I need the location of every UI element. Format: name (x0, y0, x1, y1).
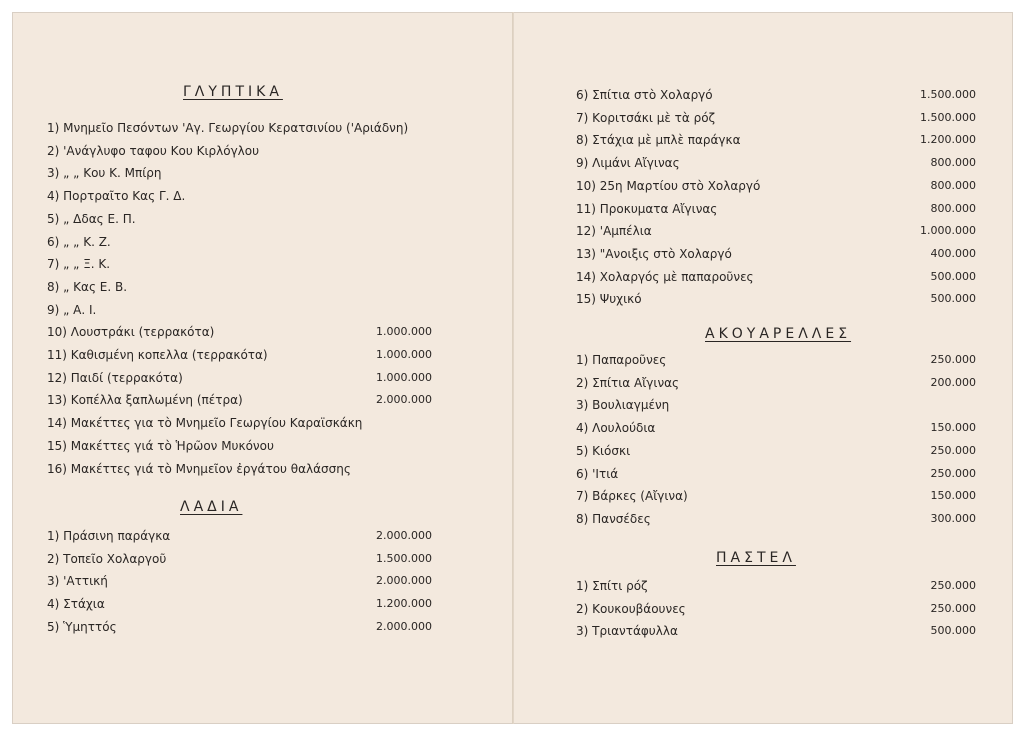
entry-title: 2) 'Ανάγλυφο ταφου Κου Κιρλόγλου (47, 143, 260, 158)
catalogue-entry (576, 349, 976, 371)
catalogue-entry (47, 593, 432, 615)
entry-price: 800.000 (930, 201, 976, 215)
entry-title: 3) „ „ Κου Κ. Μπίρη (47, 166, 162, 181)
entry-price: 2.000.000 (376, 619, 432, 633)
entry-title: 6) 'Ιτιά (576, 466, 619, 481)
catalogue-entry (47, 412, 432, 434)
catalogue-entry (576, 485, 976, 507)
entry-title: 16) Μακέττες γιά τὸ Μνημεῖον ἐργάτου θαλάσσης (47, 461, 351, 476)
entry-title: 2) Κουκουβάουνες (576, 601, 686, 616)
entry-title: 13) Κοπέλλα ξαπλωμένη (πέτρα) (47, 393, 243, 408)
catalogue-entry (47, 344, 432, 366)
entry-title: 15) Ψυχικό (576, 292, 642, 307)
entry-title: 1) Παπαροῦνες (576, 353, 667, 367)
entry-title: 7) Κοριτσάκι μὲ τὰ ρόζ (576, 110, 716, 125)
catalogue-entry (576, 152, 976, 174)
entry-price: 2.000.000 (376, 574, 432, 588)
catalogue-entry (576, 243, 976, 265)
catalogue-entry (47, 458, 432, 480)
entry-title: 1) Μνημεῖο Πεσόντων 'Αγ. Γεωργίου Κερατσινίου ('Αριάδνη) (47, 121, 409, 135)
entry-price: 200.000 (930, 375, 976, 389)
entry-title: 10) 25η Μαρτίου στὸ Χολαργό (576, 178, 761, 193)
entry-price: 800.000 (930, 156, 976, 170)
entry-title: 12) 'Αμπέλια (576, 224, 652, 239)
catalogue-entry (47, 276, 432, 298)
catalogue-entry (47, 208, 432, 230)
heading-watercolours: ΑΚΟΥΑΡΕΛΛΕΣ (705, 326, 852, 342)
catalogue-entry (576, 620, 976, 642)
entry-title: 3) 'Αττική (47, 574, 108, 589)
entry-title: 3) Τριαντάφυλλα (576, 624, 678, 639)
catalogue-entry (576, 598, 976, 620)
entry-price: 1.200.000 (376, 597, 432, 611)
catalogue-entry (576, 266, 976, 288)
catalogue-entry (47, 140, 432, 162)
entry-price: 250.000 (930, 466, 976, 480)
entry-title: 3) Βουλιαγμένη (576, 398, 670, 413)
entry-title: 8) Πανσέδες (576, 511, 651, 526)
entry-title: 8) „ Κας Ε. Β. (47, 279, 128, 294)
catalogue-entry (576, 129, 976, 151)
entry-title: 15) Μακέττες γιά τὸ Ἡρῶον Μυκόνου (47, 438, 274, 453)
entry-title: 9) „ Α. Ι. (47, 302, 97, 317)
entry-title: 1) Σπίτι ρόζ (576, 579, 648, 593)
catalogue-entry (47, 231, 432, 253)
catalogue-entry (576, 220, 976, 242)
entry-title: 12) Παιδί (τερρακότα) (47, 370, 183, 385)
entry-price: 250.000 (930, 601, 976, 615)
heading-oils: ΛΑΔΙΑ (180, 499, 243, 515)
catalogue-entry (47, 253, 432, 275)
catalogue-entry (576, 198, 976, 220)
catalogue-entry (576, 372, 976, 394)
entry-title: 4) Στάχια (47, 597, 105, 612)
entry-price: 400.000 (930, 246, 976, 260)
catalogue-entry (47, 548, 432, 570)
catalogue-entry (47, 616, 432, 638)
catalogue-entry (47, 435, 432, 457)
catalogue-entry (576, 288, 976, 310)
catalogue-entry (47, 525, 432, 547)
entry-title: 5) Ὑμηττός (47, 619, 117, 634)
catalogue-entry (576, 440, 976, 462)
entry-price: 1.000.000 (376, 325, 432, 339)
heading-sculpture: ΓΛΥΠΤΙΚΑ (183, 84, 283, 100)
heading-pastels: ΠΑΣΤΕΛ (716, 550, 796, 566)
catalogue-entry (47, 162, 432, 184)
entry-price: 2.000.000 (376, 529, 432, 542)
entry-title: 2) Τοπεῖο Χολαργοῦ (47, 551, 167, 566)
catalogue-entry (576, 107, 976, 129)
entry-title: 4) Πορτραῖτο Κας Γ. Δ. (47, 189, 186, 204)
entry-title: 6) „ „ Κ. Ζ. (47, 234, 111, 249)
entry-price: 250.000 (930, 579, 976, 592)
catalogue-entry (47, 389, 432, 411)
entry-price: 1.200.000 (920, 133, 976, 147)
catalogue-entry (576, 84, 976, 106)
entry-price: 1.000.000 (376, 348, 432, 361)
entry-price: 150.000 (930, 489, 976, 503)
catalogue-entry (47, 570, 432, 592)
entry-price: 1.500.000 (920, 88, 976, 101)
catalogue-entry (47, 321, 432, 343)
catalogue-entry (47, 367, 432, 389)
entry-price: 250.000 (930, 443, 976, 457)
right-page (514, 12, 1013, 724)
entry-title: 7) Βάρκες (Αἴγινα) (576, 489, 688, 504)
entry-title: 6) Σπίτια στὸ Χολαργό (576, 88, 713, 102)
entry-title: 7) „ „ Ξ. Κ. (47, 257, 111, 272)
catalogue-entry (576, 417, 976, 439)
entry-title: 8) Στάχια μὲ μπλὲ παράγκα (576, 133, 741, 148)
entry-title: 1) Πράσινη παράγκα (47, 529, 171, 543)
entry-price: 1.500.000 (920, 110, 976, 124)
entry-title: 14) Χολαργός μὲ παπαροῦνες (576, 269, 754, 284)
entry-title: 14) Μακέττες για τὸ Μνημεῖο Γεωργίου Καραϊσκάκη (47, 416, 363, 431)
entry-price: 500.000 (930, 624, 976, 638)
catalogue-entry (576, 175, 976, 197)
entry-title: 5) Κιόσκι (576, 443, 631, 458)
entry-price: 300.000 (930, 511, 976, 525)
catalogue-entry (47, 299, 432, 321)
catalogue-entry (576, 394, 976, 416)
entry-title: 9) Λιμάνι Αἴγινας (576, 156, 680, 171)
entry-price: 250.000 (930, 353, 976, 366)
entry-price: 500.000 (930, 292, 976, 306)
entry-title: 5) „ Δδας Ε. Π. (47, 211, 136, 226)
catalogue-entry (576, 575, 976, 597)
entry-title: 2) Σπίτια Αἴγινας (576, 375, 680, 390)
entry-price: 150.000 (930, 421, 976, 435)
entry-price: 1.000.000 (376, 370, 432, 384)
entry-title: 11) Προκυματα Αἴγινας (576, 201, 718, 216)
entry-price: 1.000.000 (920, 224, 976, 238)
entry-price: 800.000 (930, 178, 976, 192)
entry-price: 1.500.000 (376, 551, 432, 565)
entry-title: 13) "Ανοιξις στὸ Χολαργό (576, 246, 732, 261)
catalogue-entry (576, 508, 976, 530)
left-page (12, 12, 512, 724)
entry-title: 4) Λουλούδια (576, 421, 656, 436)
entry-title: 10) Λουστράκι (τερρακότα) (47, 325, 215, 340)
catalogue-entry (576, 463, 976, 485)
entry-price: 500.000 (930, 269, 976, 283)
catalogue-entry (47, 185, 432, 207)
entry-title: 11) Καθισμένη κοπελλα (τερρακότα) (47, 348, 268, 362)
catalogue-entry (47, 117, 432, 139)
entry-price: 2.000.000 (376, 393, 432, 407)
